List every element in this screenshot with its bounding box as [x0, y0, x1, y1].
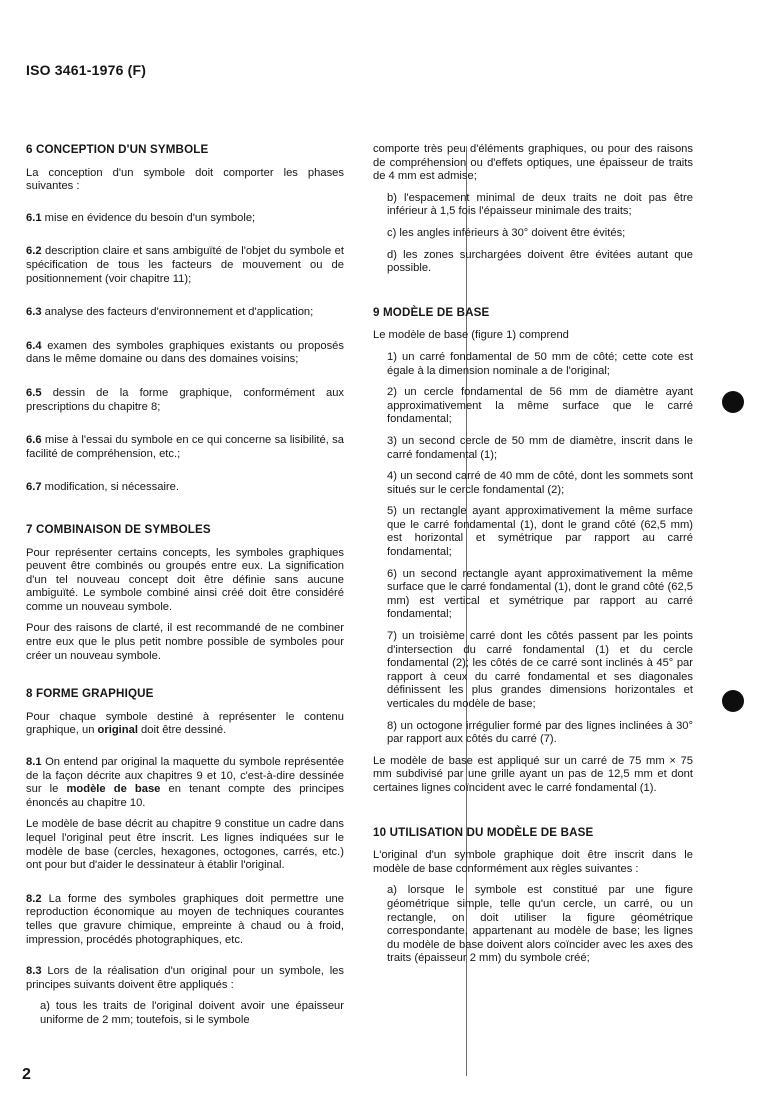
rule-d: d) les zones surchargées doivent être évitées autant que possible. — [387, 248, 693, 275]
item-6-4 — [26, 340, 344, 367]
item-number: 6.3 — [26, 306, 42, 319]
item-text: mise à l'essai du symbole en ce qui concerne sa lisibilité, sa facilité de compréhension, etc.; — [26, 434, 344, 460]
item-8-2 — [26, 893, 344, 947]
bold-term-original: original — [97, 724, 138, 737]
section-8-title: 8 FORME GRAPHIQUE — [26, 687, 154, 701]
item-6-3 — [26, 306, 344, 320]
item-number: 8.2 — [26, 892, 42, 905]
item-number: 6.4 — [26, 339, 42, 352]
item-number: 8.3 — [26, 965, 42, 978]
item-text: examen des symboles graphiques existants ou proposés dans le même domaine ou dans des domaines voisins; — [26, 339, 344, 366]
section-9-item-4: 4) un second carré de 40 mm de côté, dont les sommets sont situés sur le cercle fondamental (2); — [387, 470, 693, 496]
item-8-3-a: a) tous les traits de l'original doivent avoir une épaisseur uniforme de 2 mm; toutefois, si le symbole — [40, 1000, 344, 1026]
page-number: 2 — [22, 1066, 31, 1083]
item-6-1 — [26, 212, 344, 226]
item-text: description claire et sans ambiguïté de l'objet du symbole et spécification de tous les facteurs de mouvement ou de positionnement (voir chapitre 11); — [26, 245, 344, 285]
rule-c: c) les angles inférieurs à 30° doivent être évités; — [387, 226, 626, 239]
section-9-title: 9 MODÈLE DE BASE — [373, 305, 490, 319]
bold-term-modele-de-base: modèle de base — [66, 783, 161, 796]
section-9-paragraph-2: Le modèle de base est appliqué sur un carré de 75 mm × 75 mm subdivisé par une grille ayant un pas de 12,5 mm et dont certaines lignes coïncident avec le carré fondamental (1). — [373, 754, 693, 794]
section-6-title: 6 CONCEPTION D'UN SYMBOLE — [26, 143, 209, 156]
section-9-item-6: 6) un second rectangle ayant approximativement la même surface que le carré fondamental (1), dont le grand côté (62,5 mm) est vertical et symétrique par rapport au carré fondamental; — [387, 567, 693, 621]
section-9-item-2: 2) un cercle fondamental de 56 mm de diamètre ayant approximativement la même surface que le carré fondamental; — [387, 386, 693, 426]
section-7-title: 7 COMBINAISON DE SYMBOLES — [26, 522, 211, 536]
item-6-5 — [26, 387, 344, 414]
section-10-title: 10 UTILISATION DU MODÈLE DE BASE — [373, 825, 594, 839]
section-8-paragraph-1 — [26, 711, 344, 738]
item-number: 6.5 — [26, 386, 42, 399]
item-6-7 — [26, 481, 344, 495]
item-8-1-paragraph-2: Le modèle de base décrit au chapitre 9 constitue un cadre dans lequel l'original peut être inscrit. Les lignes indiquées sur le modèle de base (cercles, hexagones, octogones, carrés, etc.) ont pour but d'aider le dessinateur à établir l'original. — [26, 818, 344, 872]
item-6-2 — [26, 245, 344, 286]
item-text: Lors de la réalisation d'un original pour un symbole, les principes suivants doivent être appliqués : — [26, 965, 344, 991]
section-7-paragraph-1: Pour représenter certains concepts, les symboles graphiques peuvent être combinés ou groupés entre eux. La signification d'un tel nouveau concept doit être définie sans aucune ambiguïté. Le symbole combiné ainsi créé doit être considéré comme un nouveau symbole. — [26, 546, 344, 613]
section-9-item-8: 8) un octogone irrégulier formé par des lignes inclinées à 30° par rapport aux côtés du carré (7). — [387, 719, 693, 746]
section-10-rule-a: a) lorsque le symbole est constitué par une figure géométrique simple, telle qu'un cercle, un carré, ou un rectangle, on doit utiliser la figure géométrique correspondante, appartenant au modèle de base; les lignes du modèle de base doivent alors coïncider avec les axes des traits (épaisseur 2 mm) du symbole créé; — [387, 884, 693, 965]
item-6-6 — [26, 434, 344, 461]
document-header: ISO 3461-1976 (F) — [26, 62, 147, 78]
rule-b: b) l'espacement minimal de deux traits ne doit pas être inférieur à 1,5 fois l'épaisseur minimale des traits; — [387, 191, 693, 218]
item-number: 6.6 — [26, 434, 42, 447]
section-10-intro: L'original d'un symbole graphique doit être inscrit dans le modèle de base conformément aux règles suivantes : — [373, 849, 693, 875]
text-run: doit être dessiné. — [137, 724, 227, 737]
section-9-item-1: 1) un carré fondamental de 50 mm de côté; cette cote est égale à la dimension nominale a de l'original; — [387, 350, 693, 377]
right-column — [373, 143, 693, 974]
margin-dot-marker — [722, 690, 744, 712]
item-number: 6.1 — [26, 211, 42, 224]
item-8-1 — [26, 756, 344, 810]
left-column — [26, 143, 344, 1036]
item-number: 6.2 — [26, 245, 42, 258]
item-text: La forme des symboles graphiques doit permettre une reproduction économique au moyen de techniques courantes telles que gravure chimique, empreinte à chaud ou à froid, impression, procédés photographiques, etc. — [26, 892, 345, 946]
item-number: 6.7 — [26, 481, 42, 494]
section-9-item-7: 7) un troisième carré dont les côtés passent par les points d'intersection du carré fondamental (1) et du cercle fondamental (2); les côtés de ce carré sont inclinés à 45° par rapport à ceux du carré fondamental et ses diagonales définissent les plus grandes dimensions horizontales et verticales du modèle de base; — [387, 630, 693, 710]
item-8-3 — [26, 965, 344, 992]
text-run: Pour chaque symbole destiné à représenter le contenu graphique, un — [26, 710, 344, 737]
text-run: On entend par original la maquette du symbole représentée de la façon décrite aux chapitres 9 et 10, c'est-à-dire dessinée sur le — [26, 756, 344, 796]
section-9-item-5: 5) un rectangle ayant approximativement la même surface que le carré fondamental (1), dont le grand côté (62,5 mm) est horizontal et symétrique par rapport au carré fondamental; — [387, 505, 693, 559]
section-6-intro: La conception d'un symbole doit comporter les phases suivantes : — [26, 166, 344, 193]
section-7-paragraph-2: Pour des raisons de clarté, il est recommandé de ne combiner entre eux que le plus petit nombre possible de symboles pour créer un nouveau symbole. — [26, 622, 344, 662]
continuation-paragraph: comporte très peu d'éléments graphiques, ou pour des raisons de compréhension ou d'effets optiques, une épaisseur de traits de 4 mm est admise; — [373, 143, 693, 183]
section-9-intro: Le modèle de base (figure 1) comprend — [373, 329, 569, 342]
item-text: analyse des facteurs d'environnement et d'application; — [44, 306, 314, 319]
item-text: modification, si nécessaire. — [44, 481, 179, 494]
text-run: en tenant compte des principes énoncés au chapitre 10. — [26, 783, 344, 809]
item-number: 8.1 — [26, 756, 42, 769]
item-text: dessin de la forme graphique, conformément aux prescriptions du chapitre 8; — [26, 386, 345, 413]
section-9-item-3: 3) un second cercle de 50 mm de diamètre, inscrit dans le carré fondamental (1); — [387, 434, 693, 461]
item-text: mise en évidence du besoin d'un symbole; — [44, 211, 256, 224]
margin-dot-marker — [722, 391, 744, 413]
